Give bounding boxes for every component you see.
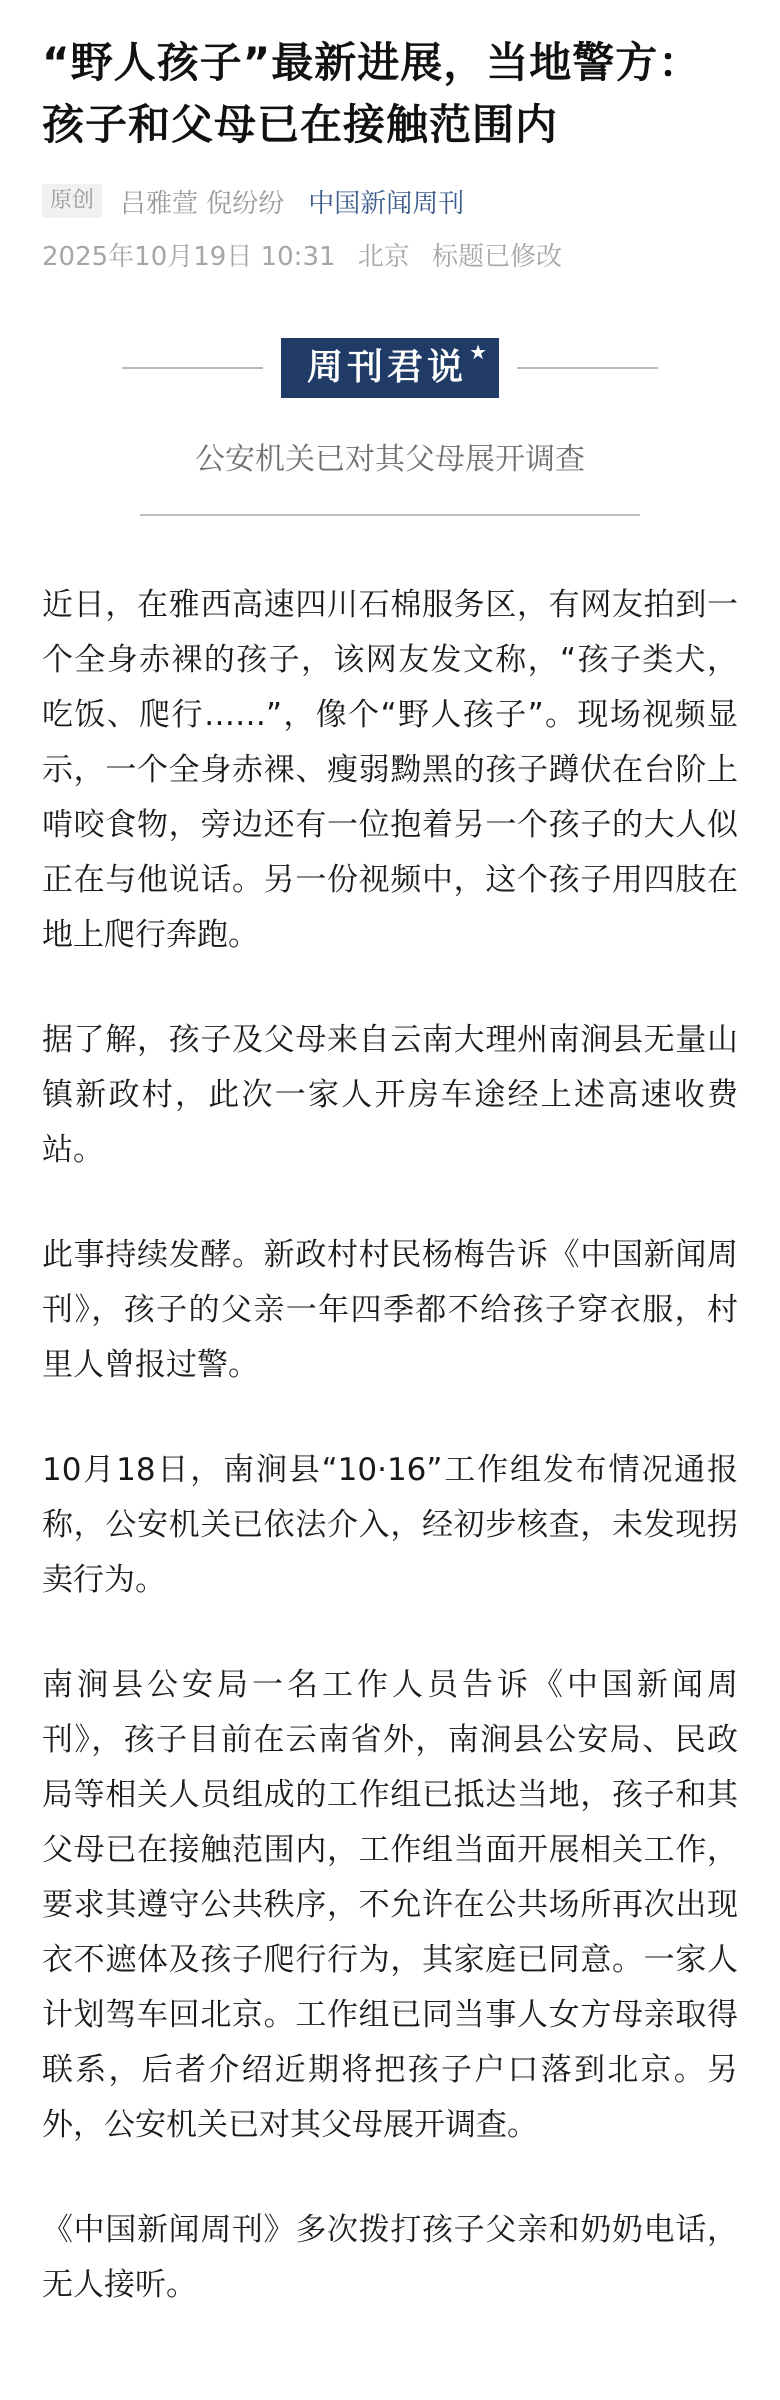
star-icon: ★ <box>469 340 492 364</box>
banner-label: 周刊君说 <box>307 347 468 388</box>
body-paragraph: 此事持续发酵。新政村村民杨梅告诉《中国新闻周刊》，孩子的父亲一年四季都不给孩子穿衣服，村里人曾报过警。 <box>42 1237 738 1383</box>
byline <box>42 182 738 220</box>
body-paragraph: 据了解，孩子及父母来自云南大理州南涧县无量山镇新政村，此次一家人开房车途经上述高速收费站。 <box>42 1022 738 1168</box>
article-subheading: 公安机关已对其父母展开调查 <box>195 442 585 477</box>
author-names: 吕雅萱 倪纷纷 <box>120 188 285 219</box>
section-banner <box>42 338 738 398</box>
article-title <box>42 0 738 156</box>
banner-rule-left <box>122 367 263 369</box>
article-title-line-1: “野人孩子”最新进展，当地警方： <box>42 38 702 87</box>
body-paragraph: 南涧县公安局一名工作人员告诉《中国新闻周刊》，孩子目前在云南省外，南涧县公安局、民政局等相关人员组成的工作组已抵达当地，孩子和其父母已在接触范围内，工作组当面开展相关工作，要求其遵守公共秩序，不允许在公共场所再次出现衣不遮体及孩子爬行行为，其家庭已同意。一家人计划驾车回北京。工作组已同当事人女方母亲取得联系，后者介绍近期将把孩子户口落到北京。另外，公安机关已对其父母展开调查。 <box>42 1667 738 2143</box>
body-paragraph: 《中国新闻周刊》多次拨打孩子父亲和奶奶电话，无人接听。 <box>42 2212 738 2303</box>
article-title-line-2: 孩子和父母已在接触范围内 <box>42 100 559 149</box>
publish-date: 2025年10月19日 10:31 <box>42 242 336 272</box>
article-body <box>42 578 738 2313</box>
publish-info <box>42 238 738 276</box>
body-paragraph: 近日，在雅西高速四川石棉服务区，有网友拍到一个全身赤裸的孩子，该网友发文称，“孩子类犬，吃饭、爬行……”，像个“野人孩子”。现场视频显示，一个全身赤裸、瘦弱黝黑的孩子蹲伏在台阶上啃咬食物，旁边还有一位抱着另一个孩子的大人似正在与他说话。另一份视频中，这个孩子用四肢在地上爬行奔跑。 <box>42 587 738 953</box>
banner-label-box <box>281 338 499 398</box>
publish-location: 北京 <box>357 242 410 272</box>
original-tag: 原创 <box>42 184 102 218</box>
body-paragraph: 10月18日，南涧县“10·16”工作组发布情况通报称，公安机关已依法介入，经初步核查，未发现拐卖行为。 <box>42 1452 738 1598</box>
source-link[interactable]: 中国新闻周刊 <box>308 188 465 219</box>
edit-note: 标题已修改 <box>432 242 563 272</box>
subheading-divider <box>140 514 640 516</box>
banner-rule-right <box>517 367 658 369</box>
